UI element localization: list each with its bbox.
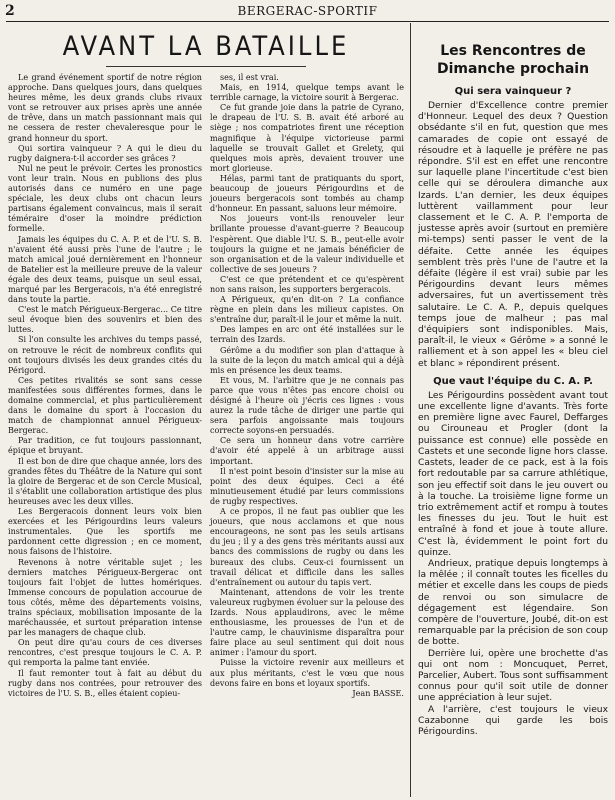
paragraph: Hélas, parmi tant de pratiquants du sport, beaucoup de joueurs Périgourdins et de joueurs bergeracois sont tombés au champ d'honneur. En passant, saluons leur mémoire. [210, 173, 404, 214]
column-divider [410, 23, 411, 797]
side-article [418, 28, 608, 796]
paragraph: Le grand événement sportif de notre région approche. Dans quelques jours, dans quelques heures même, les deux grands clubs rivaux vont se retrouver aux prises après une année de trêve, dans un match passionnant mais qui ne cessera de rester chevaleresque pour le grand honneur du sport. [8, 73, 202, 143]
paragraph: Nos joueurs vont-ils renouveler leur brillante prouesse d'avant-guerre ? Beaucoup l'espèrent. Que diable l'U. S. B., peut-elle avoir toujours la guigne et ne jamais bénéficier de son organisation et de la valeur individuelle et collective de ses joueurs ? [210, 214, 404, 274]
paragraph: C'est ce que prétendent et ce qu'espèrent non sans raison, les supporters bergeracois. [210, 274, 404, 294]
paragraph: Mais, en 1914, quelque temps avant le terrible carnage, la victoire sourit à Bergerac. [210, 83, 404, 103]
paragraph: Ce sera un honneur dans votre carrière d'avoir été appelé à un arbitrage aussi important. [210, 436, 404, 466]
article-column-2 [210, 73, 404, 699]
side-section-2 [418, 391, 608, 738]
side-title-line-1: Les Rencontres de [440, 43, 586, 59]
paragraph: Et vous, M. l'arbitre que je ne connais pas parce que vous n'êtes pas encore choisi ou désigné à l'heure où j'écris ces lignes : vous aurez la rude tâche de diriger une partie qui sera parfois angoissante mais toujours correcte soyons-en persuadés. [210, 375, 404, 436]
paragraph: Qui sortira vainqueur ? A qui le dieu du rugby daignera-t-il accorder ses grâces ? [8, 143, 202, 163]
paragraph: A Périgueux, qu'en dit-on ? La confiance règne en plein dans les milieux capistes. On s'entraîne dur, paraît-il le jour et même la nuit. [210, 295, 404, 325]
article-signature: Jean BASSE. [352, 688, 404, 698]
paragraph: Derrière lui, opère une brochette d'as qui ont nom : Moncuquet, Perret, Parcelier, Aubert. Tous sont suffisamment connus pour qu'il soit utile de donner une appréciation à leur sujet. [418, 648, 608, 704]
side-subheading-2: Que vaut l'équipe du C. A. P. [433, 375, 593, 387]
paragraph: Ce fut grande joie dans la patrie de Cyrano, le drapeau de l'U. S. B. avait été arboré au siège ; nos compatriotes firent une réception magnifique à l'équipe victorieuse parmi laquelle se trouvait Gallet et Grelety, qui quelques mois après, devaient trouver une mort glorieuse. [210, 103, 404, 173]
paragraph: Maintenant, attendons de voir les trente valeureux rugbymen évoluer sur la pelouse des Izards. Nous applaudirons, avec le même enthousiasme, les prouesses de l'un et de l'autre camp, le chauvinisme disparaîtra pour faire place au seul sentiment qui doit nous animer : l'amour du sport. [210, 587, 404, 658]
paragraph: Les Bergeracois donnent leurs voix bien exercées et les Périgourdins leurs valeurs instrumentales. Que les sportifs me pardonnent cette digression ; en ce moment, nous faisons de l'histoire. [8, 507, 202, 557]
paragraph: Dernier d'Excellence contre premier d'Honneur. Lequel des deux ? Question obsédante s'il en fut, question que mes camarades de copie ont essayé de résoudre et à laquelle je préfère ne pas répondre. S'il est en effet une rencontre sur laquelle plane l'incertitude c'est bien celle qui se déroulera dimanche aux Izards. L'an dernier, les deux équipes luttèrent vaillamment pour leur classement et le C. A. P. l'emporta de justesse après avoir (surtout en première mi-temps) senti passer le vent de la défaite. Cette année les équipes semblent très près l'une de l'autre et la défaite (légère il est vrai) subie par les Périgourdins devant leurs mêmes adversaires, fut un avertissement très salutaire. Le C. A. P., depuis quelques temps joue de malheur ; pas mal d'équipiers sont indisponibles. Mais, paraît-il, le vieux « Gérôme » a sonné le ralliement et à son appel les « bleu ciel et blanc » répondirent présent. [418, 101, 608, 369]
side-section-1 [418, 101, 608, 370]
paragraph: Revenons à notre véritable sujet ; les derniers matches Périgueux-Bergerac ont toujours fait l'objet de luttes homériques. Immense concours de population accourue de tous côtés, même des départements voisins, trains spéciaux, mobilisation imposante de la maréchaussée, et surtout préparation intense par les managers de chaque club. [8, 557, 202, 638]
header-rule [6, 21, 609, 22]
side-subheading-1: Qui sera vainqueur ? [454, 86, 572, 97]
paragraph: C'est le match Périgueux-Bergerac... Ce titre seul évoque bien des souvenirs et bien des luttes. [8, 305, 202, 335]
paragraph: Des lampes en arc ont été installées sur le terrain des Izards. [210, 325, 404, 345]
paragraph: A ce propos, il ne faut pas oublier que les joueurs, que nous acclamons et que nous encourageons, ne sont pas les seuls artisans du jeu ; il y a des gens très méritants aussi aux bancs des commissions de rugby ou dans les bureaux des clubs. Ceux-ci fournissent un travail délicat et difficile dans les salles d'entraînement ou autour du tapis vert. [210, 507, 404, 587]
paragraph: On peut dire qu'au cours de ces diverses rencontres, c'est presque toujours le C. A. P. qui remporta la palme tant enviée. [8, 638, 202, 668]
paragraph: Si l'on consulte les archives du temps passé, on retrouve le récit de nombreux conflits qui ont toujours divisés les deux grandes cités du Périgord. [8, 335, 202, 375]
paragraph: Jamais les équipes du C. A. P. et de l'U. S. B. n'avaient été aussi près l'une de l'autre ; le match amical joué dernièrement en l'honneur de Batelier est la meilleure preuve de la valeur égale des deux teams, puisque un seul essai, marqué par les Bergeracois, n'a été enregistré dans toute la partie. [8, 234, 202, 305]
side-article-title [418, 42, 608, 78]
paragraph: A l'arrière, c'est toujours le vieux Cazabonne qui garde les bois Périgourdins. [418, 704, 608, 737]
article-column-1 [8, 73, 202, 699]
running-title: BERGERAC-SPORTIF [237, 4, 378, 18]
page-number: 2 [5, 3, 15, 19]
paragraph: Il faut remonter tout à fait au début du rugby dans nos contrées, pour retrouver des victoires de l'U. S. B., elles étaient copieu- [8, 668, 202, 698]
paragraph: Les Périgourdins possèdent avant tout une excellente ligne d'avants. Très forte en première ligne avec Faurel, Deffarges ou Cirouneau et Progler (dont la puissance est connue) elle possède en Castets et une seconde ligne hors classe. Castets, leader de ce pack, est à la fois fort redoutable par sa carrure athlétique, son jeu effectif soit dans le jeu ouvert ou à la touche. La troisième ligne forme un trio extrêmement actif et rompu à toutes les finesses du jeu. Tout le huit est entraîné à fond et joue à toute allure. C'est là, évidemment le point fort du quinze. [418, 390, 608, 558]
title-rule [106, 66, 306, 67]
paragraph: Ces petites rivalités se sont sans cesse manifestées sous différentes formes, dans le domaine commercial, et plus particulièrement dans le domaine du sport à l'occasion du match de championnat annuel Périgueux-Bergerac. [8, 375, 202, 436]
side-title-line-2: Dimanche prochain [436, 61, 590, 77]
page-header [0, 0, 615, 22]
paragraph: Par tradition, ce fut toujours passionnant, épique et bruyant. [8, 436, 202, 456]
article-title: AVANT LA BATAILLE [62, 31, 350, 62]
paragraph: Puisse la victoire revenir aux meilleurs et aux plus méritants, c'est le vœu que nous devons faire en bons et loyaux sportifs. [210, 658, 404, 688]
paragraph: Il est bon de dire que chaque année, lors des grandes fêtes du Théâtre de la Nature qui sont la gloire de Bergerac et de son Cercle Musical, il s'établit une collaboration artistique des plus heureuses avec les deux villes. [8, 456, 202, 506]
paragraph: ses, il est vrai. [220, 73, 279, 82]
paragraph: Il n'est point besoin d'insister sur la mise au point des deux équipes. Ceci a été minutieusement étudié par leurs commissions de rugby respectives. [210, 466, 404, 506]
main-article [8, 26, 404, 796]
paragraph: Andrieux, pratique depuis longtemps à la mêlée ; il connaît toutes les ficelles du métier et excelle dans les coups de pieds de renvoi ou son simulacre de dégagement est légendaire. Son compère de l'ouverture, Joubé, dit-on est remarquable par la précision de son coup de botte. [418, 558, 608, 648]
paragraph: Nul ne peut le prévoir. Certes les pronostics vont leur train. Nous en publions des plus autorisés dans ce numéro en une page spéciale, les deux clubs ont chacun leurs partisans également convaincus, mais il serait téméraire d'oser la moindre prédiction formelle. [8, 163, 202, 234]
paragraph: Gérôme a du modifier son plan d'attaque à la suite de la leçon du match amical qui a déjà mis en présence les deux teams. [210, 345, 404, 375]
